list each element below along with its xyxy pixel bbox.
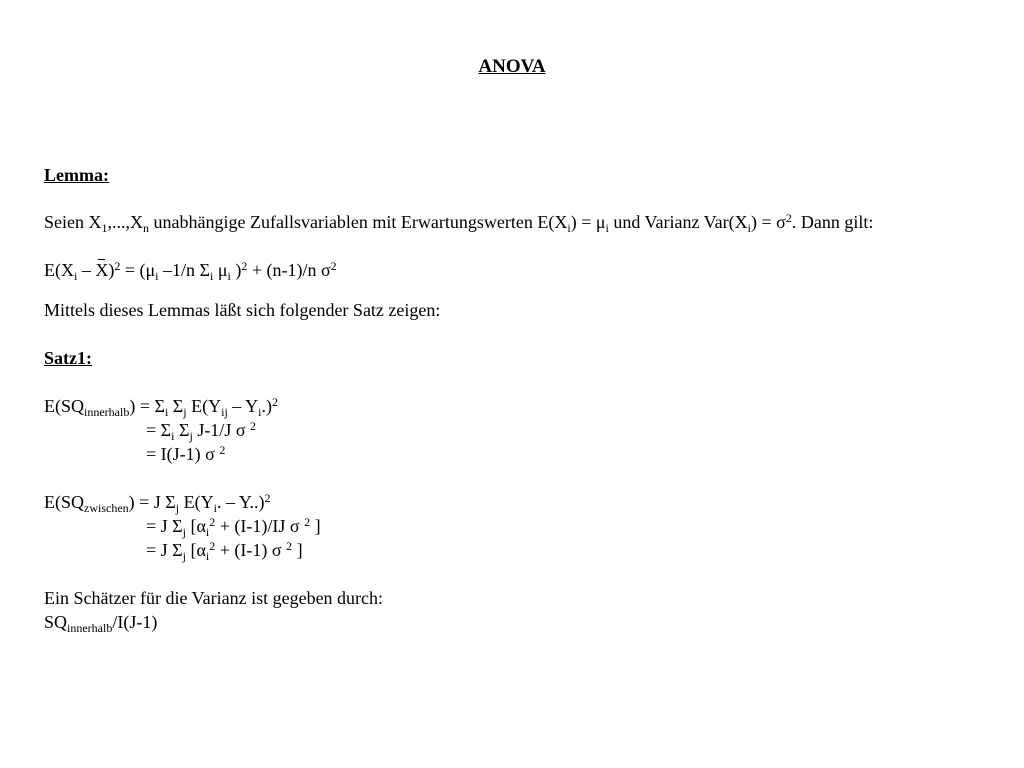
- page-title: ANOVA: [478, 56, 546, 77]
- lemma-heading: Lemma:: [44, 165, 109, 185]
- estimator-formula: $SQ_{innerhalb}/I(J-1)$: [44, 612, 158, 635]
- lemma-intro: Seien $X_1,...,X_n$ unabhängige Zufallsvariablen mit Erwartungswerten $E(X_i) = \mu_i$ und Varianz $Var(X_i) = \sigma^2$. Dann gilt:: [44, 211, 874, 235]
- lemma-formula: $E(X_i - X)^2 = (\mu_i$ –1/n $\Sigma_i$ $\mu_i$ )$^2$ + (n-1)/n $\sigma^2$: [44, 259, 337, 283]
- sq-zwischen-line-1: $E(SQ_{zwischen}) = J$ $\Sigma_j$ $E(Y_i$. – Y..)$^2$: [44, 491, 271, 515]
- sq-zwischen-line-3: = J $\Sigma_j$ [$\alpha_i^2 + (I-1)$ σ $^2$ ]: [146, 539, 303, 563]
- satz-heading: Satz1:: [44, 348, 92, 368]
- x-bar-mean: X: [95, 260, 109, 280]
- sq-zwischen-line-2: = J $\Sigma_j$ [$\alpha_i^2 + (I-1)/IJ$ σ $^2$ ]: [146, 515, 321, 539]
- lemma-followup: Mittels dieses Lemmas läßt sich folgender Satz zeigen:: [44, 300, 441, 320]
- sq-innerhalb-line-3: = I(J-1) σ $^2$: [146, 443, 226, 464]
- sq-innerhalb-line-1: $E(SQ_{innerhalb}) = \Sigma_i$ $\Sigma_j$ $E(Y_{ij} - Y_i.)^2$: [44, 395, 278, 419]
- estimator-text: Ein Schätzer für die Varianz ist gegeben durch:: [44, 588, 384, 608]
- sq-innerhalb-line-2: = $\Sigma_i$ $\Sigma_j$ J-1/J σ $^2$: [146, 419, 257, 443]
